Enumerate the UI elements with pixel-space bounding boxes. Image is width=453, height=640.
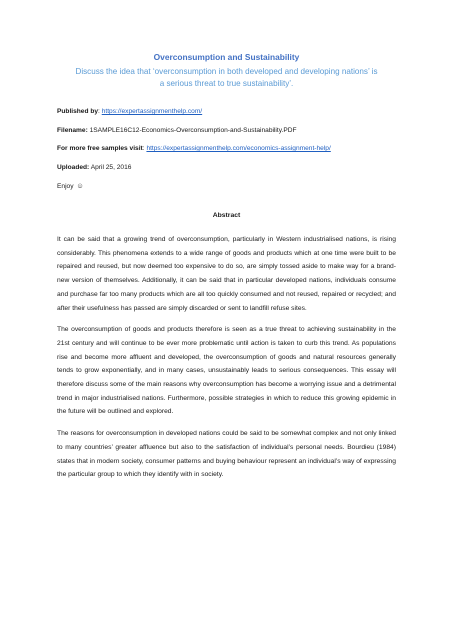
abstract-paragraph-2: The overconsumption of goods and products therefore is seen as a true threat to achieving sustainability in the 21st century and will continue to be ever more problematic until action is taken to curb this trend. As populations rise and become more affluent and developed, the overconsumption of goods and natural resources generally tends to grow exponentially, and in many cases, unsustainably leads to serious consequences. This essay will therefore discuss some of the main reasons why overconsumption has become a worrying issue and a detrimental trend in major industrialised nations. Furthermore, possible strategies in which to reduce this growing epidemic in the future will be outlined and explored. bbox=[57, 326, 396, 416]
abstract-paragraph-3: The reasons for overconsumption in developed nations could be said to be somewhat complex and not only linked to many countries’ greater affluence but also to the satisfaction of individual’s personal needs. Bourdieu (1984) states that in modern society, consumer patterns and buying behaviour represent an individual’s way of expressing the particular group to which they identify with in society. bbox=[57, 430, 396, 479]
uploaded-value: April 25, 2016 bbox=[89, 163, 132, 171]
uploaded-line bbox=[57, 163, 396, 172]
enjoy-text: Enjoy bbox=[57, 183, 76, 190]
published-by-label: Published by bbox=[57, 108, 99, 115]
document-meta bbox=[57, 107, 396, 191]
published-by-line bbox=[57, 107, 396, 116]
free-samples-label: For more free samples visit bbox=[57, 145, 143, 152]
filename-line bbox=[57, 126, 396, 135]
filename-value: 1SAMPLE16C12-Economics-Overconsumption-and-Sustainability.PDF bbox=[87, 126, 297, 134]
filename-label: Filename: bbox=[57, 126, 88, 134]
document-title: Overconsumption and Sustainability bbox=[153, 52, 300, 62]
smiley-icon: ☺ bbox=[76, 181, 84, 190]
free-samples-separator: : bbox=[142, 145, 147, 152]
free-samples-link[interactable]: https://expertassignmenthelp.com/economics-assignment-help/ bbox=[146, 145, 331, 152]
abstract-paragraph-1: It can be said that a growing trend of overconsumption, particularly in Western industrialised nations, is rising considerably. This phenomena extends to a wide range of goods and products which at one time were built to be repaired and reused, but now deemed too expensive to do so, are simply tossed aside to make way for a brand-new version of themselves. Additionally, it can be said that in particular developed nations, individuals consume and purchase far too many products which are all too quickly consumed and not reused, repaired or recycled; and after their usefulness has passed are simply discarded or sent to landfill refuse sites. bbox=[57, 236, 396, 312]
abstract-heading: Abstract bbox=[212, 212, 241, 219]
published-by-separator: : bbox=[98, 108, 102, 115]
free-samples-line bbox=[57, 144, 396, 153]
enjoy-line bbox=[57, 181, 396, 191]
document-subtitle: Discuss the idea that ‘overconsumption in both developed and developing nations’ is a serious threat to true sustainability’. bbox=[75, 67, 378, 88]
published-by-link[interactable]: https://expertassignmenthelp.com/ bbox=[101, 108, 203, 115]
uploaded-label: Uploaded: bbox=[57, 163, 90, 171]
